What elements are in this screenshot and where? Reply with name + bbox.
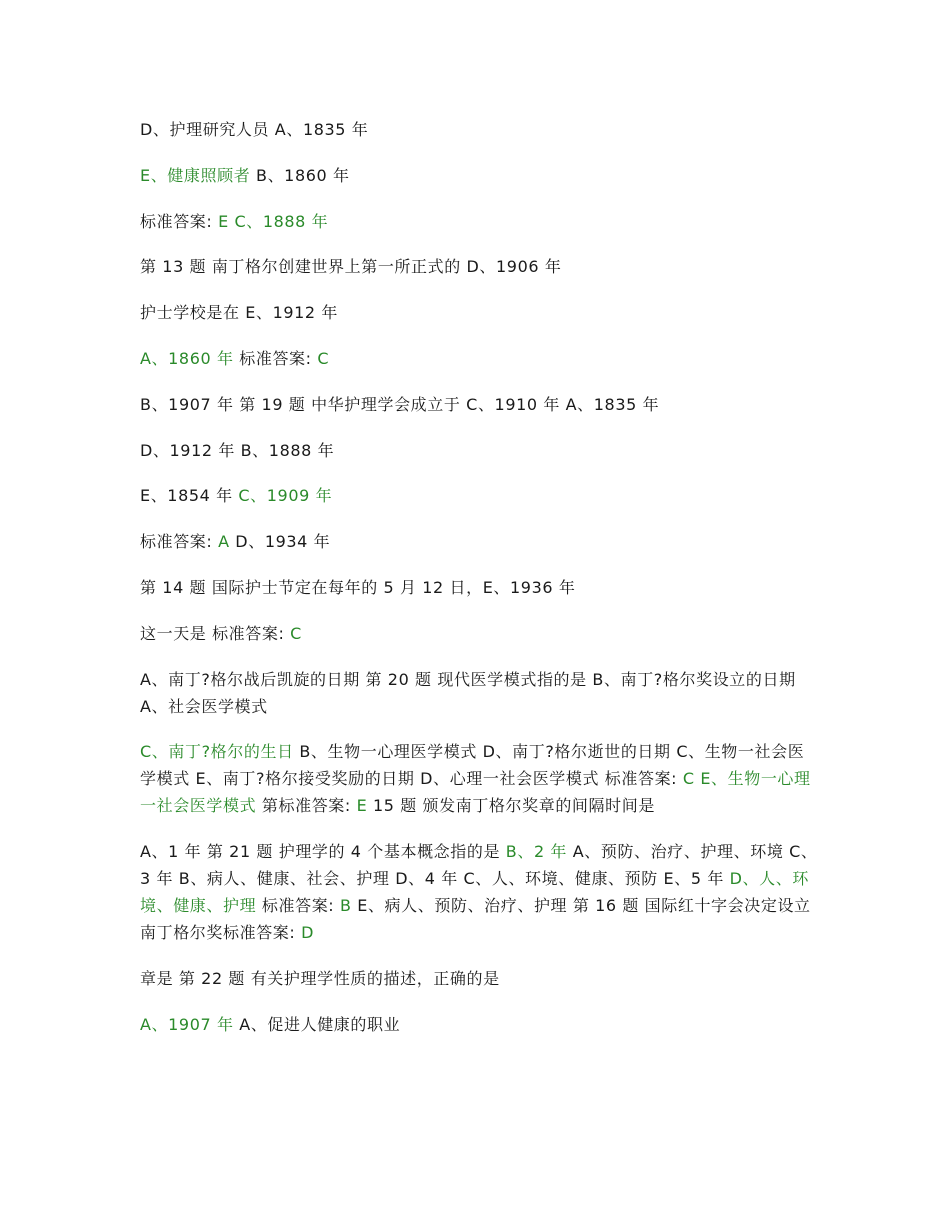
text-segment: E、1854 年 xyxy=(140,486,239,506)
paragraph-15 xyxy=(140,838,820,946)
answer-highlight: D xyxy=(301,923,314,943)
paragraph-7 xyxy=(140,391,820,418)
answer-highlight: A xyxy=(218,532,230,552)
answer-highlight: B、2 年 xyxy=(505,842,568,862)
text-segment: A、促进人健康的职业 xyxy=(233,1014,401,1034)
answer-highlight: C、1909 年 xyxy=(238,486,333,506)
text-segment: D、1934 年 xyxy=(229,532,331,552)
text-segment: 护士学校是在 E、1912 年 xyxy=(140,303,339,323)
answer-highlight: E xyxy=(356,796,368,816)
text-segment: 第 14 题 国际护士节定在每年的 5 月 12 日，E、1936 年 xyxy=(140,577,576,597)
text-segment: 标准答案: xyxy=(140,532,219,552)
text-segment: D、1912 年 B、1888 年 xyxy=(140,440,335,460)
answer-highlight: C xyxy=(290,623,302,643)
paragraph-17 xyxy=(140,1011,820,1038)
text-segment: E、病人、预防、治疗、护理 第 16 题 国际红十字会决定设立南丁格尔奖标准答案: xyxy=(140,896,811,943)
answer-highlight: C、南丁?格尔的生日 xyxy=(140,742,294,762)
answer-highlight: E、健康照顾者 xyxy=(140,165,251,185)
text-segment: A、南丁?格尔战后凯旋的日期 第 20 题 现代医学模式指的是 B、南丁?格尔奖设立的日期 A、社会医学模式 xyxy=(140,669,796,716)
paragraph-5 xyxy=(140,299,820,326)
text-segment: 第标准答案: xyxy=(256,796,357,816)
text-segment: 15 题 颁发南丁格尔奖章的间隔时间是 xyxy=(367,796,655,816)
text-segment: B、生物一心理医学模式 D、南丁?格尔逝世的日期 C、生物一社会医学模式 E、南丁?格尔接受奖励的日期 D、心理一社会医学模式 标准答案: xyxy=(140,742,805,789)
text-segment: 第 13 题 南丁格尔创建世界上第一所正式的 D、1906 年 xyxy=(140,257,562,277)
answer-highlight: E C、1888 年 xyxy=(218,211,329,231)
answer-highlight: D、人、环境、健康、护理 xyxy=(140,869,809,916)
document-page xyxy=(140,116,820,1057)
paragraph-8 xyxy=(140,437,820,464)
text-segment: B、1860 年 xyxy=(250,165,350,185)
paragraph-3 xyxy=(140,208,820,235)
paragraph-14 xyxy=(140,738,820,819)
paragraph-2 xyxy=(140,162,820,189)
answer-highlight: A、1907 年 xyxy=(140,1014,234,1034)
paragraph-12 xyxy=(140,620,820,647)
text-segment: 标准答案: xyxy=(233,348,318,368)
answer-highlight: B xyxy=(339,896,352,916)
text-segment: D、护理研究人员 A、1835 年 xyxy=(140,120,369,139)
paragraph-16 xyxy=(140,965,820,992)
answer-highlight: C E、生物一心理一社会医学模式 xyxy=(140,769,811,816)
paragraph-6 xyxy=(140,345,820,372)
text-segment: 这一天是 标准答案: xyxy=(140,623,291,643)
paragraph-11 xyxy=(140,574,820,601)
answer-highlight: A、1860 年 xyxy=(140,348,234,368)
paragraph-13 xyxy=(140,666,820,720)
text-segment: A、预防、治疗、护理、环境 C、3 年 B、病人、健康、社会、护理 D、4 年 C、人、环境、健康、预防 E、5 年 xyxy=(140,842,818,889)
text-segment: 标准答案: xyxy=(140,211,219,231)
text-segment: B、1907 年 第 19 题 中华护理学会成立于 C、1910 年 A、1835 年 xyxy=(140,394,660,414)
paragraph-4 xyxy=(140,253,820,280)
text-segment: 标准答案: xyxy=(256,896,340,916)
answer-highlight: C xyxy=(317,348,330,368)
paragraph-10 xyxy=(140,528,820,555)
text-segment: A、1 年 第 21 题 护理学的 4 个基本概念指的是 xyxy=(140,842,506,862)
paragraph-9 xyxy=(140,482,820,509)
text-segment: 章是 第 22 题 有关护理学性质的描述，正确的是 xyxy=(140,968,500,988)
paragraph-1 xyxy=(140,116,820,143)
